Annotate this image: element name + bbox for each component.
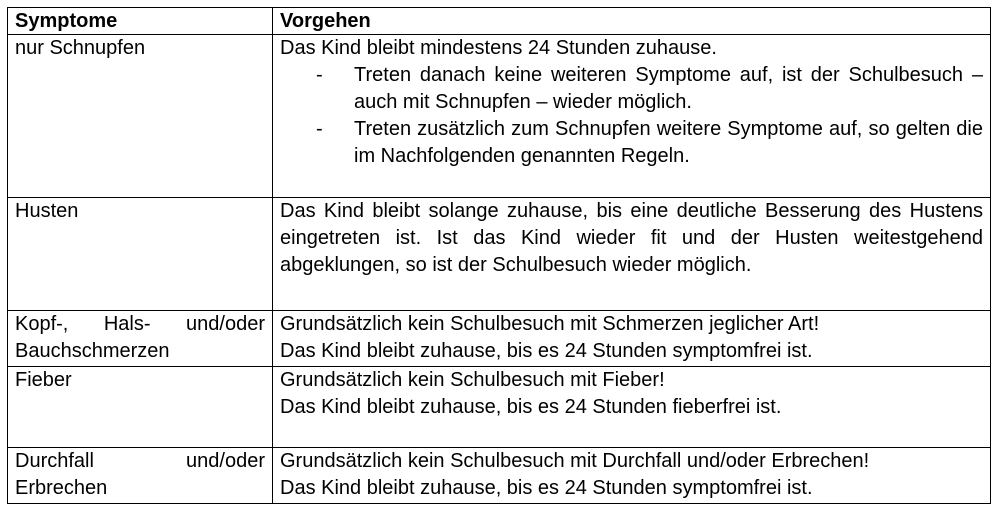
- procedure-cell: [273, 311, 991, 366]
- symptom-table: [7, 7, 991, 504]
- procedure-line2: Das Kind bleibt zuhause, bis es 24 Stunden fieberfrei ist.: [280, 395, 782, 418]
- symptom-cell: [8, 311, 273, 366]
- procedure-line1: Grundsätzlich kein Schulbesuch mit Durchfall und/oder Erbrechen!: [280, 449, 870, 472]
- symptom-label: Fieber: [15, 368, 72, 391]
- table-row-schnupfen: [8, 35, 991, 197]
- symptom-word: und/oder: [186, 313, 265, 336]
- procedure-line2: Das Kind bleibt zuhause, bis es 24 Stunden symptomfrei ist.: [280, 340, 813, 363]
- symptom-cell: [8, 447, 273, 504]
- symptom-label: Husten: [15, 199, 79, 222]
- table-row-schmerzen: [8, 311, 991, 366]
- symptom-word: Durchfall: [15, 449, 94, 472]
- symptom-word: Hals-: [103, 313, 151, 336]
- procedure-cell: [273, 447, 991, 504]
- procedure-cell: [273, 35, 991, 197]
- dash-bullet: -: [316, 118, 323, 141]
- procedure-line2: Das Kind bleibt zuhause, bis es 24 Stunden symptomfrei ist.: [280, 476, 813, 499]
- procedure-list: [280, 62, 983, 170]
- symptom-cell: [8, 197, 273, 311]
- symptom-word: Kopf-,: [15, 313, 69, 336]
- procedure-cell: [273, 197, 991, 311]
- symptom-cell: [8, 366, 273, 447]
- header-row: [8, 8, 991, 35]
- procedure-line1: Grundsätzlich kein Schulbesuch mit Schmerzen jeglicher Art!: [280, 313, 820, 336]
- symptom-label-line2: Bauchschmerzen: [15, 340, 170, 363]
- symptom-cell: [8, 35, 273, 197]
- symptom-label: nur Schnupfen: [15, 37, 146, 60]
- list-item-text: Treten danach keine weiteren Symptome auf, ist der Schulbesuch – auch mit Schnupfen – wieder möglich.: [354, 64, 983, 114]
- symptom-word: und/oder: [186, 449, 265, 472]
- symptom-label-line2: Erbrechen: [15, 476, 108, 499]
- table-row-fieber: [8, 366, 991, 447]
- table-row-husten: [8, 197, 991, 311]
- dash-bullet: -: [316, 64, 323, 87]
- header-symptome: Symptome: [8, 8, 273, 35]
- table-row-durchfall: [8, 447, 991, 504]
- list-item-text: Treten zusätzlich zum Schnupfen weitere Symptome auf, so gelten die im Nachfolgenden genannten Regeln.: [354, 118, 983, 168]
- symptom-label-line1: [15, 448, 265, 475]
- header-vorgehen: Vorgehen: [273, 8, 991, 35]
- list-item: [316, 62, 983, 116]
- procedure-cell: [273, 366, 991, 447]
- procedure-intro: Das Kind bleibt mindestens 24 Stunden zuhause.: [280, 37, 717, 60]
- procedure-text: Das Kind bleibt solange zuhause, bis eine deutliche Besserung des Hustens eingetreten ist. Ist das Kind wieder fit und der Husten weitestgehend abgeklungen, so ist der Schulbesuch wieder möglich.: [280, 199, 983, 276]
- symptom-label-line1: [15, 311, 265, 338]
- list-item: [316, 116, 983, 170]
- procedure-line1: Grundsätzlich kein Schulbesuch mit Fieber!: [280, 368, 665, 391]
